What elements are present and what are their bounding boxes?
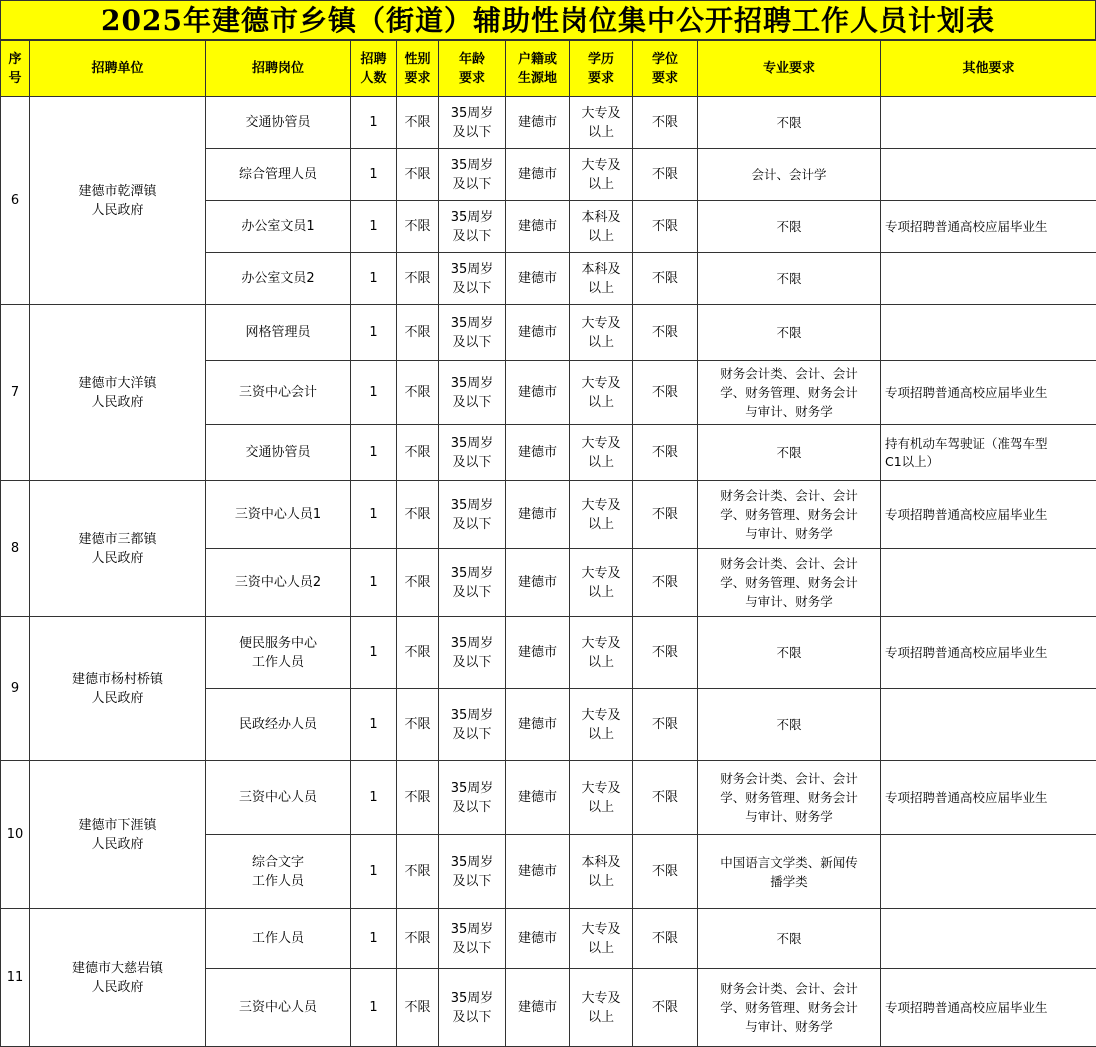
- residence-cell: 建德市: [506, 481, 570, 549]
- table-row: [1, 481, 1096, 549]
- major-cell: 不限: [698, 689, 881, 761]
- header-unit: 招聘单位: [30, 41, 206, 97]
- header-residence: 户籍或 生源地: [506, 41, 570, 97]
- gender-cell: 不限: [397, 969, 439, 1047]
- count-cell: 1: [351, 617, 397, 689]
- position-cell: 便民服务中心 工作人员: [206, 617, 351, 689]
- education-cell: 大专及 以上: [570, 97, 633, 149]
- gender-cell: 不限: [397, 761, 439, 835]
- degree-cell: 不限: [633, 835, 698, 909]
- residence-cell: 建德市: [506, 149, 570, 201]
- major-cell: 不限: [698, 97, 881, 149]
- seq-cell: 10: [1, 761, 30, 909]
- degree-cell: 不限: [633, 909, 698, 969]
- education-cell: 大专及 以上: [570, 481, 633, 549]
- education-cell: 大专及 以上: [570, 361, 633, 425]
- position-cell: 办公室文员2: [206, 253, 351, 305]
- degree-cell: 不限: [633, 425, 698, 481]
- gender-cell: 不限: [397, 305, 439, 361]
- count-cell: 1: [351, 835, 397, 909]
- count-cell: 1: [351, 201, 397, 253]
- other-cell: 专项招聘普通高校应届毕业生: [881, 361, 1096, 425]
- position-cell: 综合文字 工作人员: [206, 835, 351, 909]
- education-cell: 大专及 以上: [570, 549, 633, 617]
- residence-cell: 建德市: [506, 617, 570, 689]
- count-cell: 1: [351, 361, 397, 425]
- gender-cell: 不限: [397, 149, 439, 201]
- count-cell: 1: [351, 689, 397, 761]
- age-cell: 35周岁 及以下: [439, 305, 506, 361]
- education-cell: 大专及 以上: [570, 617, 633, 689]
- age-cell: 35周岁 及以下: [439, 761, 506, 835]
- other-cell: 持有机动车驾驶证（准驾车型 C1以上）: [881, 425, 1096, 481]
- major-cell: 不限: [698, 201, 881, 253]
- residence-cell: 建德市: [506, 361, 570, 425]
- education-cell: 大专及 以上: [570, 969, 633, 1047]
- header-degree: 学位 要求: [633, 41, 698, 97]
- degree-cell: 不限: [633, 361, 698, 425]
- other-cell: 专项招聘普通高校应届毕业生: [881, 761, 1096, 835]
- other-cell: [881, 253, 1096, 305]
- major-cell: 不限: [698, 305, 881, 361]
- major-cell: 财务会计类、会计、会计 学、财务管理、财务会计 与审计、财务学: [698, 549, 881, 617]
- education-cell: 本科及 以上: [570, 201, 633, 253]
- education-cell: 本科及 以上: [570, 253, 633, 305]
- position-cell: 三资中心人员2: [206, 549, 351, 617]
- other-cell: 专项招聘普通高校应届毕业生: [881, 969, 1096, 1047]
- major-cell: 不限: [698, 253, 881, 305]
- count-cell: 1: [351, 969, 397, 1047]
- age-cell: 35周岁 及以下: [439, 689, 506, 761]
- header-major: 专业要求: [698, 41, 881, 97]
- degree-cell: 不限: [633, 549, 698, 617]
- education-cell: 大专及 以上: [570, 909, 633, 969]
- count-cell: 1: [351, 761, 397, 835]
- gender-cell: 不限: [397, 689, 439, 761]
- header-age: 年龄 要求: [439, 41, 506, 97]
- unit-cell: 建德市杨村桥镇 人民政府: [30, 617, 206, 761]
- residence-cell: 建德市: [506, 549, 570, 617]
- count-cell: 1: [351, 149, 397, 201]
- degree-cell: 不限: [633, 201, 698, 253]
- table-row: [1, 305, 1096, 361]
- other-cell: 专项招聘普通高校应届毕业生: [881, 617, 1096, 689]
- position-cell: 交通协管员: [206, 425, 351, 481]
- gender-cell: 不限: [397, 835, 439, 909]
- position-cell: 三资中心会计: [206, 361, 351, 425]
- major-cell: 财务会计类、会计、会计 学、财务管理、财务会计 与审计、财务学: [698, 361, 881, 425]
- header-education: 学历 要求: [570, 41, 633, 97]
- age-cell: 35周岁 及以下: [439, 909, 506, 969]
- seq-cell: 7: [1, 305, 30, 481]
- gender-cell: 不限: [397, 909, 439, 969]
- position-cell: 民政经办人员: [206, 689, 351, 761]
- degree-cell: 不限: [633, 689, 698, 761]
- count-cell: 1: [351, 305, 397, 361]
- major-cell: 财务会计类、会计、会计 学、财务管理、财务会计 与审计、财务学: [698, 969, 881, 1047]
- gender-cell: 不限: [397, 549, 439, 617]
- education-cell: 大专及 以上: [570, 689, 633, 761]
- position-cell: 三资中心人员: [206, 761, 351, 835]
- position-cell: 综合管理人员: [206, 149, 351, 201]
- education-cell: 本科及 以上: [570, 835, 633, 909]
- gender-cell: 不限: [397, 425, 439, 481]
- gender-cell: 不限: [397, 481, 439, 549]
- residence-cell: 建德市: [506, 201, 570, 253]
- unit-cell: 建德市乾潭镇 人民政府: [30, 97, 206, 305]
- age-cell: 35周岁 及以下: [439, 481, 506, 549]
- residence-cell: 建德市: [506, 253, 570, 305]
- unit-cell: 建德市三都镇 人民政府: [30, 481, 206, 617]
- age-cell: 35周岁 及以下: [439, 253, 506, 305]
- count-cell: 1: [351, 97, 397, 149]
- other-cell: 专项招聘普通高校应届毕业生: [881, 201, 1096, 253]
- degree-cell: 不限: [633, 149, 698, 201]
- other-cell: [881, 909, 1096, 969]
- position-cell: 工作人员: [206, 909, 351, 969]
- count-cell: 1: [351, 253, 397, 305]
- position-cell: 三资中心人员: [206, 969, 351, 1047]
- table-row: [1, 97, 1096, 149]
- position-cell: 办公室文员1: [206, 201, 351, 253]
- age-cell: 35周岁 及以下: [439, 549, 506, 617]
- other-cell: [881, 97, 1096, 149]
- other-cell: [881, 549, 1096, 617]
- degree-cell: 不限: [633, 969, 698, 1047]
- unit-cell: 建德市大洋镇 人民政府: [30, 305, 206, 481]
- age-cell: 35周岁 及以下: [439, 201, 506, 253]
- age-cell: 35周岁 及以下: [439, 835, 506, 909]
- major-cell: 不限: [698, 909, 881, 969]
- seq-cell: 9: [1, 617, 30, 761]
- major-cell: 会计、会计学: [698, 149, 881, 201]
- degree-cell: 不限: [633, 305, 698, 361]
- table-body: [1, 97, 1096, 1047]
- table-row: [1, 761, 1096, 835]
- gender-cell: 不限: [397, 97, 439, 149]
- residence-cell: 建德市: [506, 969, 570, 1047]
- age-cell: 35周岁 及以下: [439, 617, 506, 689]
- age-cell: 35周岁 及以下: [439, 149, 506, 201]
- major-cell: 财务会计类、会计、会计 学、财务管理、财务会计 与审计、财务学: [698, 481, 881, 549]
- header-position: 招聘岗位: [206, 41, 351, 97]
- count-cell: 1: [351, 909, 397, 969]
- major-cell: 中国语言文学类、新闻传 播学类: [698, 835, 881, 909]
- degree-cell: 不限: [633, 761, 698, 835]
- seq-cell: 11: [1, 909, 30, 1047]
- header-other: 其他要求: [881, 41, 1096, 97]
- count-cell: 1: [351, 425, 397, 481]
- degree-cell: 不限: [633, 617, 698, 689]
- degree-cell: 不限: [633, 97, 698, 149]
- degree-cell: 不限: [633, 253, 698, 305]
- education-cell: 大专及 以上: [570, 305, 633, 361]
- table-row: [1, 617, 1096, 689]
- position-cell: 网格管理员: [206, 305, 351, 361]
- gender-cell: 不限: [397, 617, 439, 689]
- position-cell: 三资中心人员1: [206, 481, 351, 549]
- gender-cell: 不限: [397, 201, 439, 253]
- education-cell: 大专及 以上: [570, 149, 633, 201]
- degree-cell: 不限: [633, 481, 698, 549]
- count-cell: 1: [351, 549, 397, 617]
- other-cell: [881, 835, 1096, 909]
- age-cell: 35周岁 及以下: [439, 425, 506, 481]
- residence-cell: 建德市: [506, 761, 570, 835]
- other-cell: [881, 305, 1096, 361]
- other-cell: [881, 149, 1096, 201]
- residence-cell: 建德市: [506, 305, 570, 361]
- other-cell: 专项招聘普通高校应届毕业生: [881, 481, 1096, 549]
- seq-cell: 8: [1, 481, 30, 617]
- residence-cell: 建德市: [506, 909, 570, 969]
- age-cell: 35周岁 及以下: [439, 97, 506, 149]
- header-gender: 性别 要求: [397, 41, 439, 97]
- unit-cell: 建德市大慈岩镇 人民政府: [30, 909, 206, 1047]
- recruitment-plan-table: [0, 40, 1096, 1047]
- age-cell: 35周岁 及以下: [439, 361, 506, 425]
- major-cell: 不限: [698, 425, 881, 481]
- major-cell: 财务会计类、会计、会计 学、财务管理、财务会计 与审计、财务学: [698, 761, 881, 835]
- gender-cell: 不限: [397, 361, 439, 425]
- header-row: [1, 41, 1096, 97]
- gender-cell: 不限: [397, 253, 439, 305]
- header-count: 招聘 人数: [351, 41, 397, 97]
- residence-cell: 建德市: [506, 689, 570, 761]
- age-cell: 35周岁 及以下: [439, 969, 506, 1047]
- table-title: 2025年建德市乡镇（街道）辅助性岗位集中公开招聘工作人员计划表: [0, 0, 1096, 40]
- seq-cell: 6: [1, 97, 30, 305]
- education-cell: 大专及 以上: [570, 425, 633, 481]
- table-row: [1, 909, 1096, 969]
- other-cell: [881, 689, 1096, 761]
- education-cell: 大专及 以上: [570, 761, 633, 835]
- position-cell: 交通协管员: [206, 97, 351, 149]
- count-cell: 1: [351, 481, 397, 549]
- header-seq: 序 号: [1, 41, 30, 97]
- unit-cell: 建德市下涯镇 人民政府: [30, 761, 206, 909]
- residence-cell: 建德市: [506, 835, 570, 909]
- major-cell: 不限: [698, 617, 881, 689]
- residence-cell: 建德市: [506, 97, 570, 149]
- residence-cell: 建德市: [506, 425, 570, 481]
